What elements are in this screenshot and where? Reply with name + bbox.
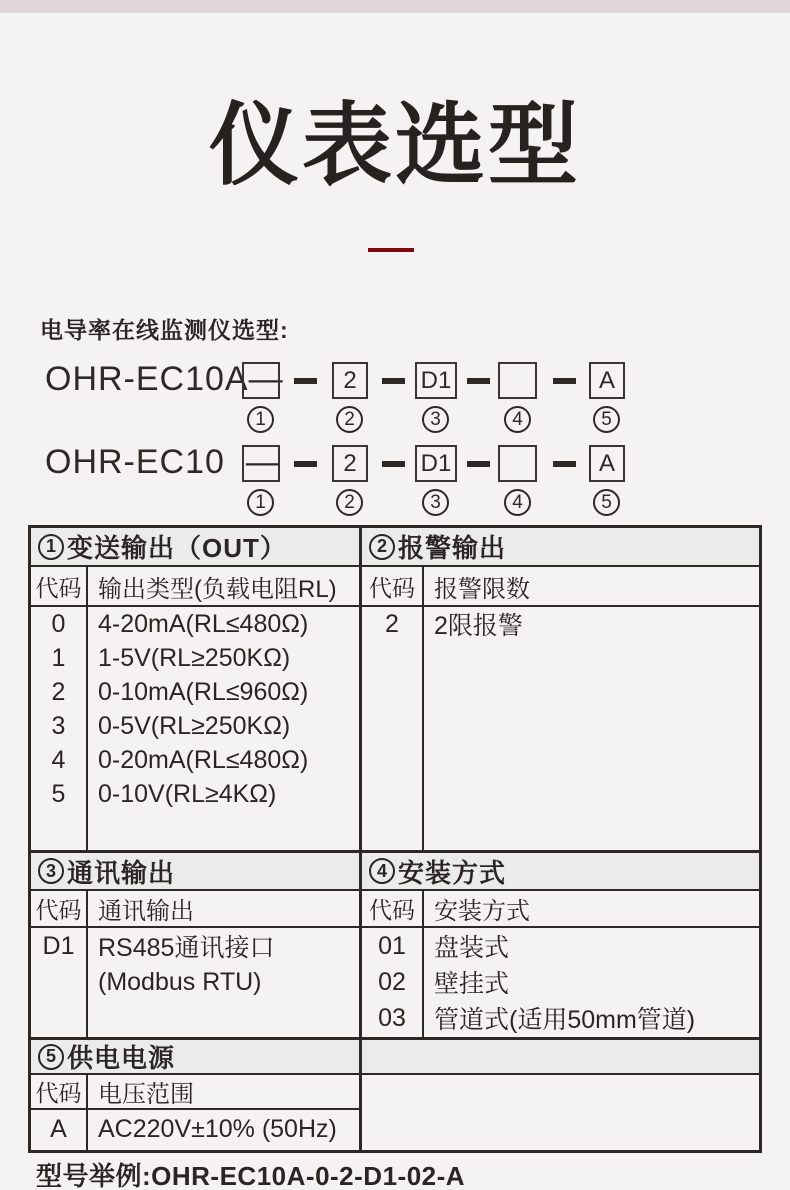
column-header-desc: 报警限数 bbox=[434, 575, 530, 603]
column-header-code: 代码 bbox=[31, 567, 88, 605]
code-column bbox=[31, 928, 88, 1037]
slot-number-circle: 4 bbox=[504, 406, 531, 433]
section-title: 安装方式 bbox=[398, 857, 507, 888]
table-body bbox=[362, 607, 759, 850]
column-header-desc: 安装方式 bbox=[434, 898, 530, 925]
table-body bbox=[362, 928, 759, 1037]
section-header bbox=[362, 853, 759, 891]
desc-column bbox=[88, 607, 359, 850]
code-cell: 4 bbox=[51, 745, 66, 774]
model-example: 型号举例:OHR-EC10A-0-2-D1-02-A bbox=[36, 1161, 466, 1190]
slot-number-circle: 3 bbox=[422, 489, 449, 516]
model-slot-2: 2 bbox=[332, 362, 368, 399]
desc-column bbox=[424, 928, 759, 1037]
dash-separator bbox=[553, 378, 576, 384]
section-title: 通讯输出 bbox=[67, 857, 176, 888]
section-mounting bbox=[362, 853, 759, 1037]
section-header bbox=[362, 528, 759, 567]
top-bar bbox=[0, 0, 790, 13]
selector-label: 电导率在线监测仪选型: bbox=[40, 317, 289, 343]
model-prefix-ec10: OHR-EC10 — bbox=[45, 443, 281, 481]
desc-cell: 4-20mA(RL≤480Ω) bbox=[98, 609, 309, 638]
column-header-desc: 通讯输出 bbox=[98, 898, 194, 925]
title-divider bbox=[368, 248, 414, 252]
empty-header-cell bbox=[362, 1040, 759, 1075]
section-alarm-output bbox=[362, 528, 759, 850]
column-header-desc: 输出类型(负载电阻RL) bbox=[98, 575, 337, 603]
desc-cell: 壁挂式 bbox=[434, 970, 510, 998]
code-column bbox=[362, 928, 424, 1037]
slot-number-circle: 5 bbox=[593, 406, 620, 433]
section-header bbox=[31, 853, 359, 891]
slot-number-circle: 3 bbox=[422, 406, 449, 433]
code-cell: 3 bbox=[51, 711, 66, 740]
model-slot-3: D1 bbox=[415, 445, 457, 482]
column-header-row bbox=[362, 891, 759, 928]
code-cell: A bbox=[50, 1114, 67, 1143]
section-number-circle: 2 bbox=[369, 534, 395, 560]
table-body bbox=[31, 607, 359, 850]
dash-separator bbox=[467, 378, 490, 384]
code-cell: 03 bbox=[378, 1003, 406, 1032]
desc-cell: RS485通讯接口 bbox=[98, 934, 275, 962]
model-slot-5: A bbox=[589, 362, 625, 399]
model-slot-3: D1 bbox=[415, 362, 457, 399]
code-cell: 02 bbox=[378, 967, 406, 996]
desc-cell: 0-10V(RL≥4KΩ) bbox=[98, 779, 277, 808]
empty-cell bbox=[362, 1075, 759, 1150]
desc-cell: 2限报警 bbox=[434, 612, 523, 640]
code-cell: 0 bbox=[51, 609, 66, 638]
model-slot-2: 2 bbox=[332, 445, 368, 482]
slot-number-circle: 1 bbox=[247, 489, 274, 516]
column-header-row bbox=[31, 1075, 359, 1110]
code-cell: 5 bbox=[51, 779, 66, 808]
model-slot-5: A bbox=[589, 445, 625, 482]
table-block-5 bbox=[31, 1040, 759, 1150]
section-number-circle: 4 bbox=[369, 858, 395, 884]
model-slot-4 bbox=[498, 362, 537, 399]
section-title: 报警输出 bbox=[398, 533, 507, 563]
code-cell: 2 bbox=[385, 609, 399, 638]
section-power-supply bbox=[31, 1040, 362, 1150]
dash-separator bbox=[294, 378, 317, 384]
model-slot-1 bbox=[242, 362, 280, 399]
column-header-row bbox=[362, 567, 759, 607]
section-header bbox=[31, 528, 359, 567]
page-title: 仪表选型 bbox=[209, 96, 581, 196]
code-column bbox=[31, 607, 88, 850]
section-number-circle: 3 bbox=[38, 858, 64, 884]
dash-separator bbox=[553, 461, 576, 467]
section-empty bbox=[362, 1040, 759, 1150]
section-comm-output bbox=[31, 853, 362, 1037]
dash-separator bbox=[467, 461, 490, 467]
slot-number-circle: 4 bbox=[504, 489, 531, 516]
column-header-row bbox=[31, 567, 359, 607]
desc-cell: (Modbus RTU) bbox=[98, 967, 262, 996]
code-column bbox=[362, 607, 424, 850]
column-header-code: 代码 bbox=[362, 567, 424, 605]
section-title: 变送输出（OUT） bbox=[67, 533, 287, 563]
section-title: 供电电源 bbox=[67, 1043, 176, 1073]
code-cell: 1 bbox=[51, 643, 66, 672]
column-header-code: 代码 bbox=[31, 891, 88, 926]
slot-number-circle: 2 bbox=[336, 489, 363, 516]
section-transmit-output bbox=[31, 528, 362, 850]
model-slot-1 bbox=[242, 445, 280, 482]
table-block-1-2 bbox=[31, 528, 759, 853]
section-number-circle: 1 bbox=[38, 534, 64, 560]
column-header-row bbox=[31, 891, 359, 928]
code-cell: 01 bbox=[378, 931, 406, 960]
desc-column bbox=[88, 928, 359, 1037]
slot-number-circle: 2 bbox=[336, 406, 363, 433]
desc-cell: 0-5V(RL≥250KΩ) bbox=[98, 711, 291, 740]
code-cell: D1 bbox=[42, 931, 75, 960]
table-block-3-4 bbox=[31, 853, 759, 1040]
dash-separator bbox=[382, 378, 405, 384]
desc-cell: 管道式(适用50mm管道) bbox=[434, 1006, 696, 1034]
column-header-code: 代码 bbox=[31, 1075, 88, 1108]
slot-number-circle: 5 bbox=[593, 489, 620, 516]
code-cell: 2 bbox=[51, 677, 66, 706]
code-column bbox=[31, 1110, 88, 1150]
section-header bbox=[31, 1040, 359, 1075]
table-body bbox=[31, 928, 359, 1037]
desc-cell: 0-10mA(RL≤960Ω) bbox=[98, 677, 309, 706]
model-prefix-ec10a: OHR-EC10A— bbox=[45, 360, 284, 398]
desc-cell: 0-20mA(RL≤480Ω) bbox=[98, 745, 309, 774]
slot-number-circle: 1 bbox=[247, 406, 274, 433]
desc-column bbox=[424, 607, 759, 850]
selection-table bbox=[28, 525, 762, 1153]
column-header-desc: 电压范围 bbox=[98, 1081, 194, 1108]
dash-separator bbox=[294, 461, 317, 467]
desc-cell: 盘装式 bbox=[434, 934, 510, 962]
section-number-circle: 5 bbox=[38, 1044, 64, 1070]
desc-column bbox=[88, 1110, 359, 1150]
desc-cell: AC220V±10% (50Hz) bbox=[98, 1114, 337, 1143]
desc-cell: 1-5V(RL≥250KΩ) bbox=[98, 643, 291, 672]
model-slot-4 bbox=[498, 445, 537, 482]
column-header-code: 代码 bbox=[362, 891, 424, 926]
dash-separator bbox=[382, 461, 405, 467]
table-body bbox=[31, 1110, 359, 1150]
